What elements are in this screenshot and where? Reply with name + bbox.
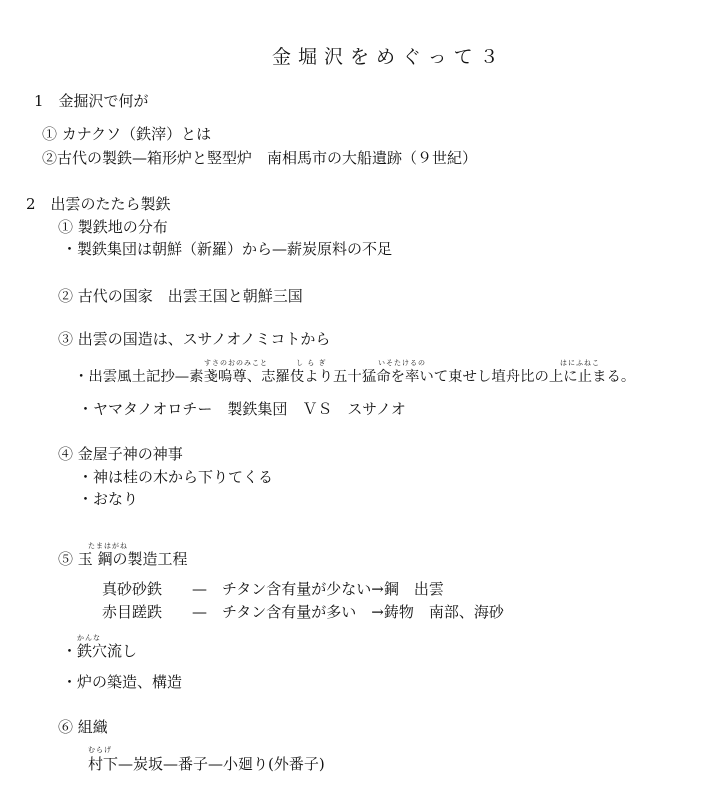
process-row-masago: 真砂砂鉄 — チタン含有量が少ない→鋼 出雲 bbox=[102, 580, 444, 598]
subsection-3-bullet-1: ・出雲風土記抄—素戔嗚尊、志羅伎より五十猛命を率いて東せし埴舟比の上に止まる。 bbox=[74, 369, 636, 385]
organization-line: 村下—炭坂—番子—小廻り(外番子) bbox=[88, 755, 325, 773]
subsection-6-heading: ⑥ 組織 bbox=[58, 718, 108, 736]
section-1-heading: 1 金掘沢で何が bbox=[34, 92, 149, 110]
subsection-2-heading: ② 古代の国家 出雲王国と朝鮮三国 bbox=[58, 287, 303, 305]
page-title: 金堀沢をめぐって３ bbox=[272, 46, 506, 68]
furigana-shiragi: し ら ぎ bbox=[296, 359, 327, 367]
subsection-1-bullet-1: ・製鉄集団は朝鮮（新羅）から—薪炭原料の不足 bbox=[62, 240, 393, 258]
subsection-5-bullet-2: ・炉の築造、構造 bbox=[62, 673, 183, 691]
furigana-kanna: かんな bbox=[77, 634, 101, 642]
subsection-4-bullet-2: ・おなり bbox=[78, 490, 139, 508]
subsection-3-heading: ③ 出雲の国造は、スサノオノミコトから bbox=[58, 330, 331, 348]
subsection-4-bullet-1: ・神は桂の木から下りてくる bbox=[78, 468, 274, 486]
subsection-1-heading: ① 製鉄地の分布 bbox=[58, 218, 168, 236]
subsection-5-heading: ⑤ 玉 鋼の製造工程 bbox=[58, 550, 188, 568]
furigana-hanifune: はにふねこ bbox=[560, 359, 600, 367]
section-1-item-1: ① カナクソ（鉄滓）とは bbox=[42, 125, 212, 143]
section-2-heading: 2 出雲のたたら製鉄 bbox=[26, 195, 171, 213]
furigana-tamahagane: たまはがね bbox=[88, 542, 128, 550]
furigana-isotakeru: いそたけるの bbox=[378, 359, 426, 367]
section-1-item-2: ②古代の製鉄—箱形炉と竪型炉 南相馬市の大船遺跡（９世紀） bbox=[42, 149, 478, 167]
subsection-3-bullet-2: ・ヤマタノオロチー 製鉄集団 ＶＳ スサノオ bbox=[78, 400, 406, 418]
furigana-murage: むらげ bbox=[88, 746, 112, 754]
process-row-akame: 赤目蹉跌 — チタン含有量が多い →鋳物 南部、海砂 bbox=[102, 603, 504, 621]
furigana-susanoo: すさのおのみこと bbox=[204, 359, 268, 367]
subsection-5-bullet-1: ・鉄穴流し bbox=[62, 642, 138, 660]
subsection-4-heading: ④ 金屋子神の神事 bbox=[58, 445, 183, 463]
